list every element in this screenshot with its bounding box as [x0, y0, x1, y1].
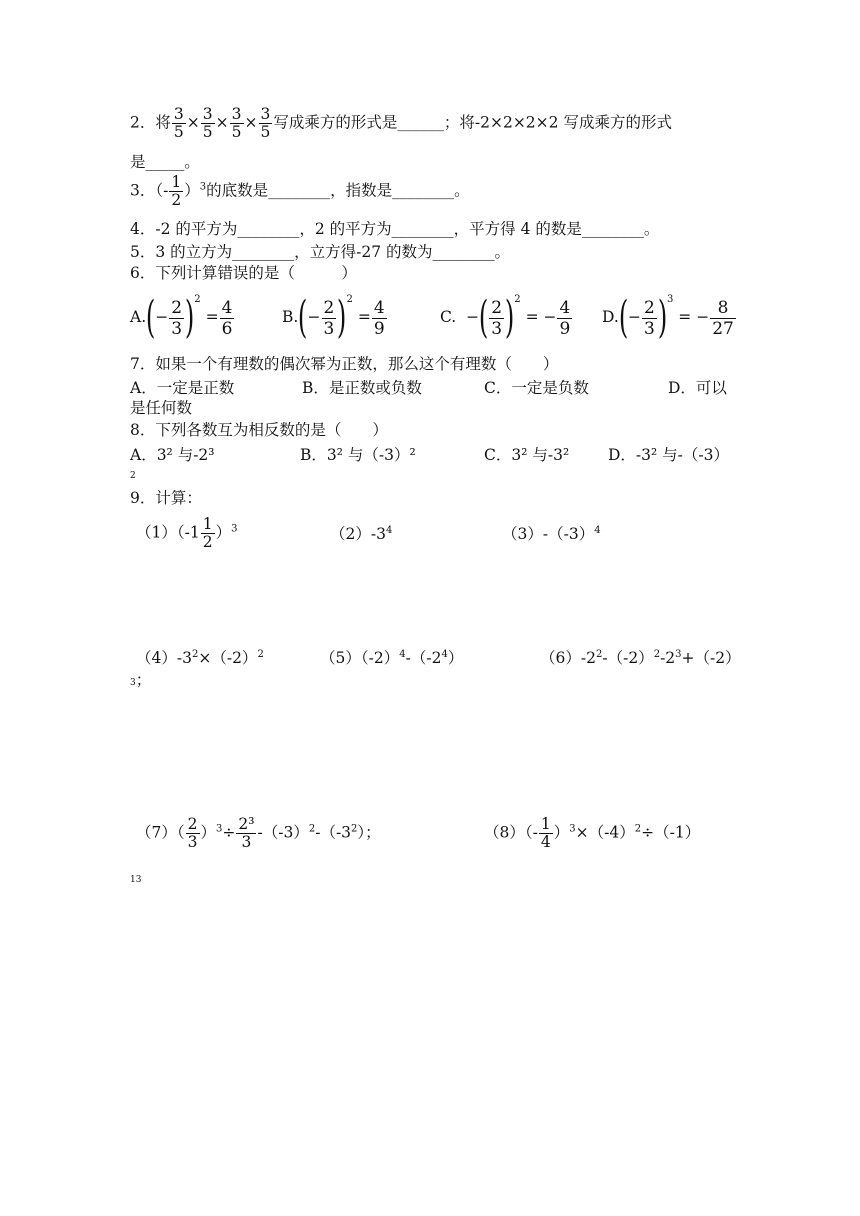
q9-part-8-cont: 13: [130, 875, 142, 885]
question-7-stem: 7．如果一个有理数的偶次幂为正数，那么这个有理数（ ）: [130, 355, 559, 373]
q9-part-6-cont: 3；: [130, 671, 152, 689]
fraction: $\frac{3}{5}$: [202, 105, 213, 141]
q8-option-b: B．3² 与（-3）²: [300, 446, 416, 464]
q9-part-6: $(6)-2^2-(-2)^2-2^3+(-2)$: [540, 648, 741, 667]
q7-option-c: C．一定是负数: [484, 379, 589, 397]
question-2: 2．将 $\frac{3}{5}$ × $\frac{3}{5}$ × $\frac{3}{5}$ × $\frac{3}{5}$ 写成乘方的形式是______；将-2×2×2×2 写成乘方的形式: [130, 105, 672, 141]
q8-option-a: A．3² 与-2³: [130, 446, 215, 464]
q6-option-d: D.(− $\frac{2}{3}$ )$^3$ = − $\frac{8}{27}$: [602, 292, 734, 343]
q7-option-d: D．可以: [668, 379, 727, 397]
q9-part-2: $(2)-3^4$: [330, 524, 393, 543]
question-3: 3．（- $\frac{1}{2}$ ）$^3$的底数是________，指数是________。: [130, 173, 470, 209]
question-2-cont: 是_____。: [130, 153, 200, 171]
q7-option-b: B．是正数或负数: [302, 379, 422, 397]
question-5: 5．3 的立方为________，立方得-27 的数为________。: [130, 243, 511, 261]
q9-part-1: （1）（-1 $\frac{1}{2}$ ）$^3$: [136, 515, 238, 551]
q8-option-d-cont: 2: [130, 471, 136, 481]
q9-part-7: （7）（ $\frac{2}{3}$ ）$^3$÷ $\frac{\text{2³}}{3}$ $-(-3)^2-(-3^2)$；: [136, 815, 381, 851]
q9-part-8: （8）（- $\frac{1}{4}$ ）$^3\times(-4)^2\div(-1)$: [484, 815, 701, 851]
q9-part-3: $(3)-(-3)^4$: [502, 524, 601, 543]
question-9-stem: 9．计算：: [130, 489, 202, 507]
q8-option-c: C．3² 与-3²: [484, 446, 570, 464]
fraction: $\frac{3}{5}$: [173, 105, 184, 141]
q2-prefix: 2．将: [130, 113, 171, 132]
question-4: 4．-2 的平方为________，2 的平方为________，平方得 4 的数是________。: [130, 220, 660, 238]
q6-option-c: C. −( $\frac{2}{3}$ )$^2$ = − $\frac{4}{9}$: [440, 292, 571, 343]
question-6-stem: 6．下列计算错误的是（ ）: [130, 264, 357, 282]
q8-option-d: D．-3² 与-（-3）: [608, 446, 730, 464]
q6-option-b: B.(− $\frac{2}{3}$ )$^2$ = $\frac{4}{9}$: [282, 292, 385, 343]
q9-part-5: $(5)(-2)^4-(-2^4)$: [320, 648, 464, 667]
question-8-stem: 8．下列各数互为相反数的是（ ）: [130, 421, 388, 439]
q7-option-a: A．一定是正数: [130, 379, 235, 397]
fraction: $\frac{3}{5}$: [231, 105, 242, 141]
q6-option-a: A.(− $\frac{2}{3}$ )$^2$ = $\frac{4}{6}$: [130, 292, 233, 343]
fraction: $\frac{3}{5}$: [260, 105, 271, 141]
q7-option-d-cont: 是任何数: [130, 399, 193, 417]
fraction: $\frac{1}{2}$: [171, 173, 182, 209]
q9-part-4: $(4)-3^2\times(-2)^2$: [136, 648, 264, 667]
q2-text: 写成乘方的形式是______；将-2×2×2×2 写成乘方的形式: [273, 113, 672, 132]
